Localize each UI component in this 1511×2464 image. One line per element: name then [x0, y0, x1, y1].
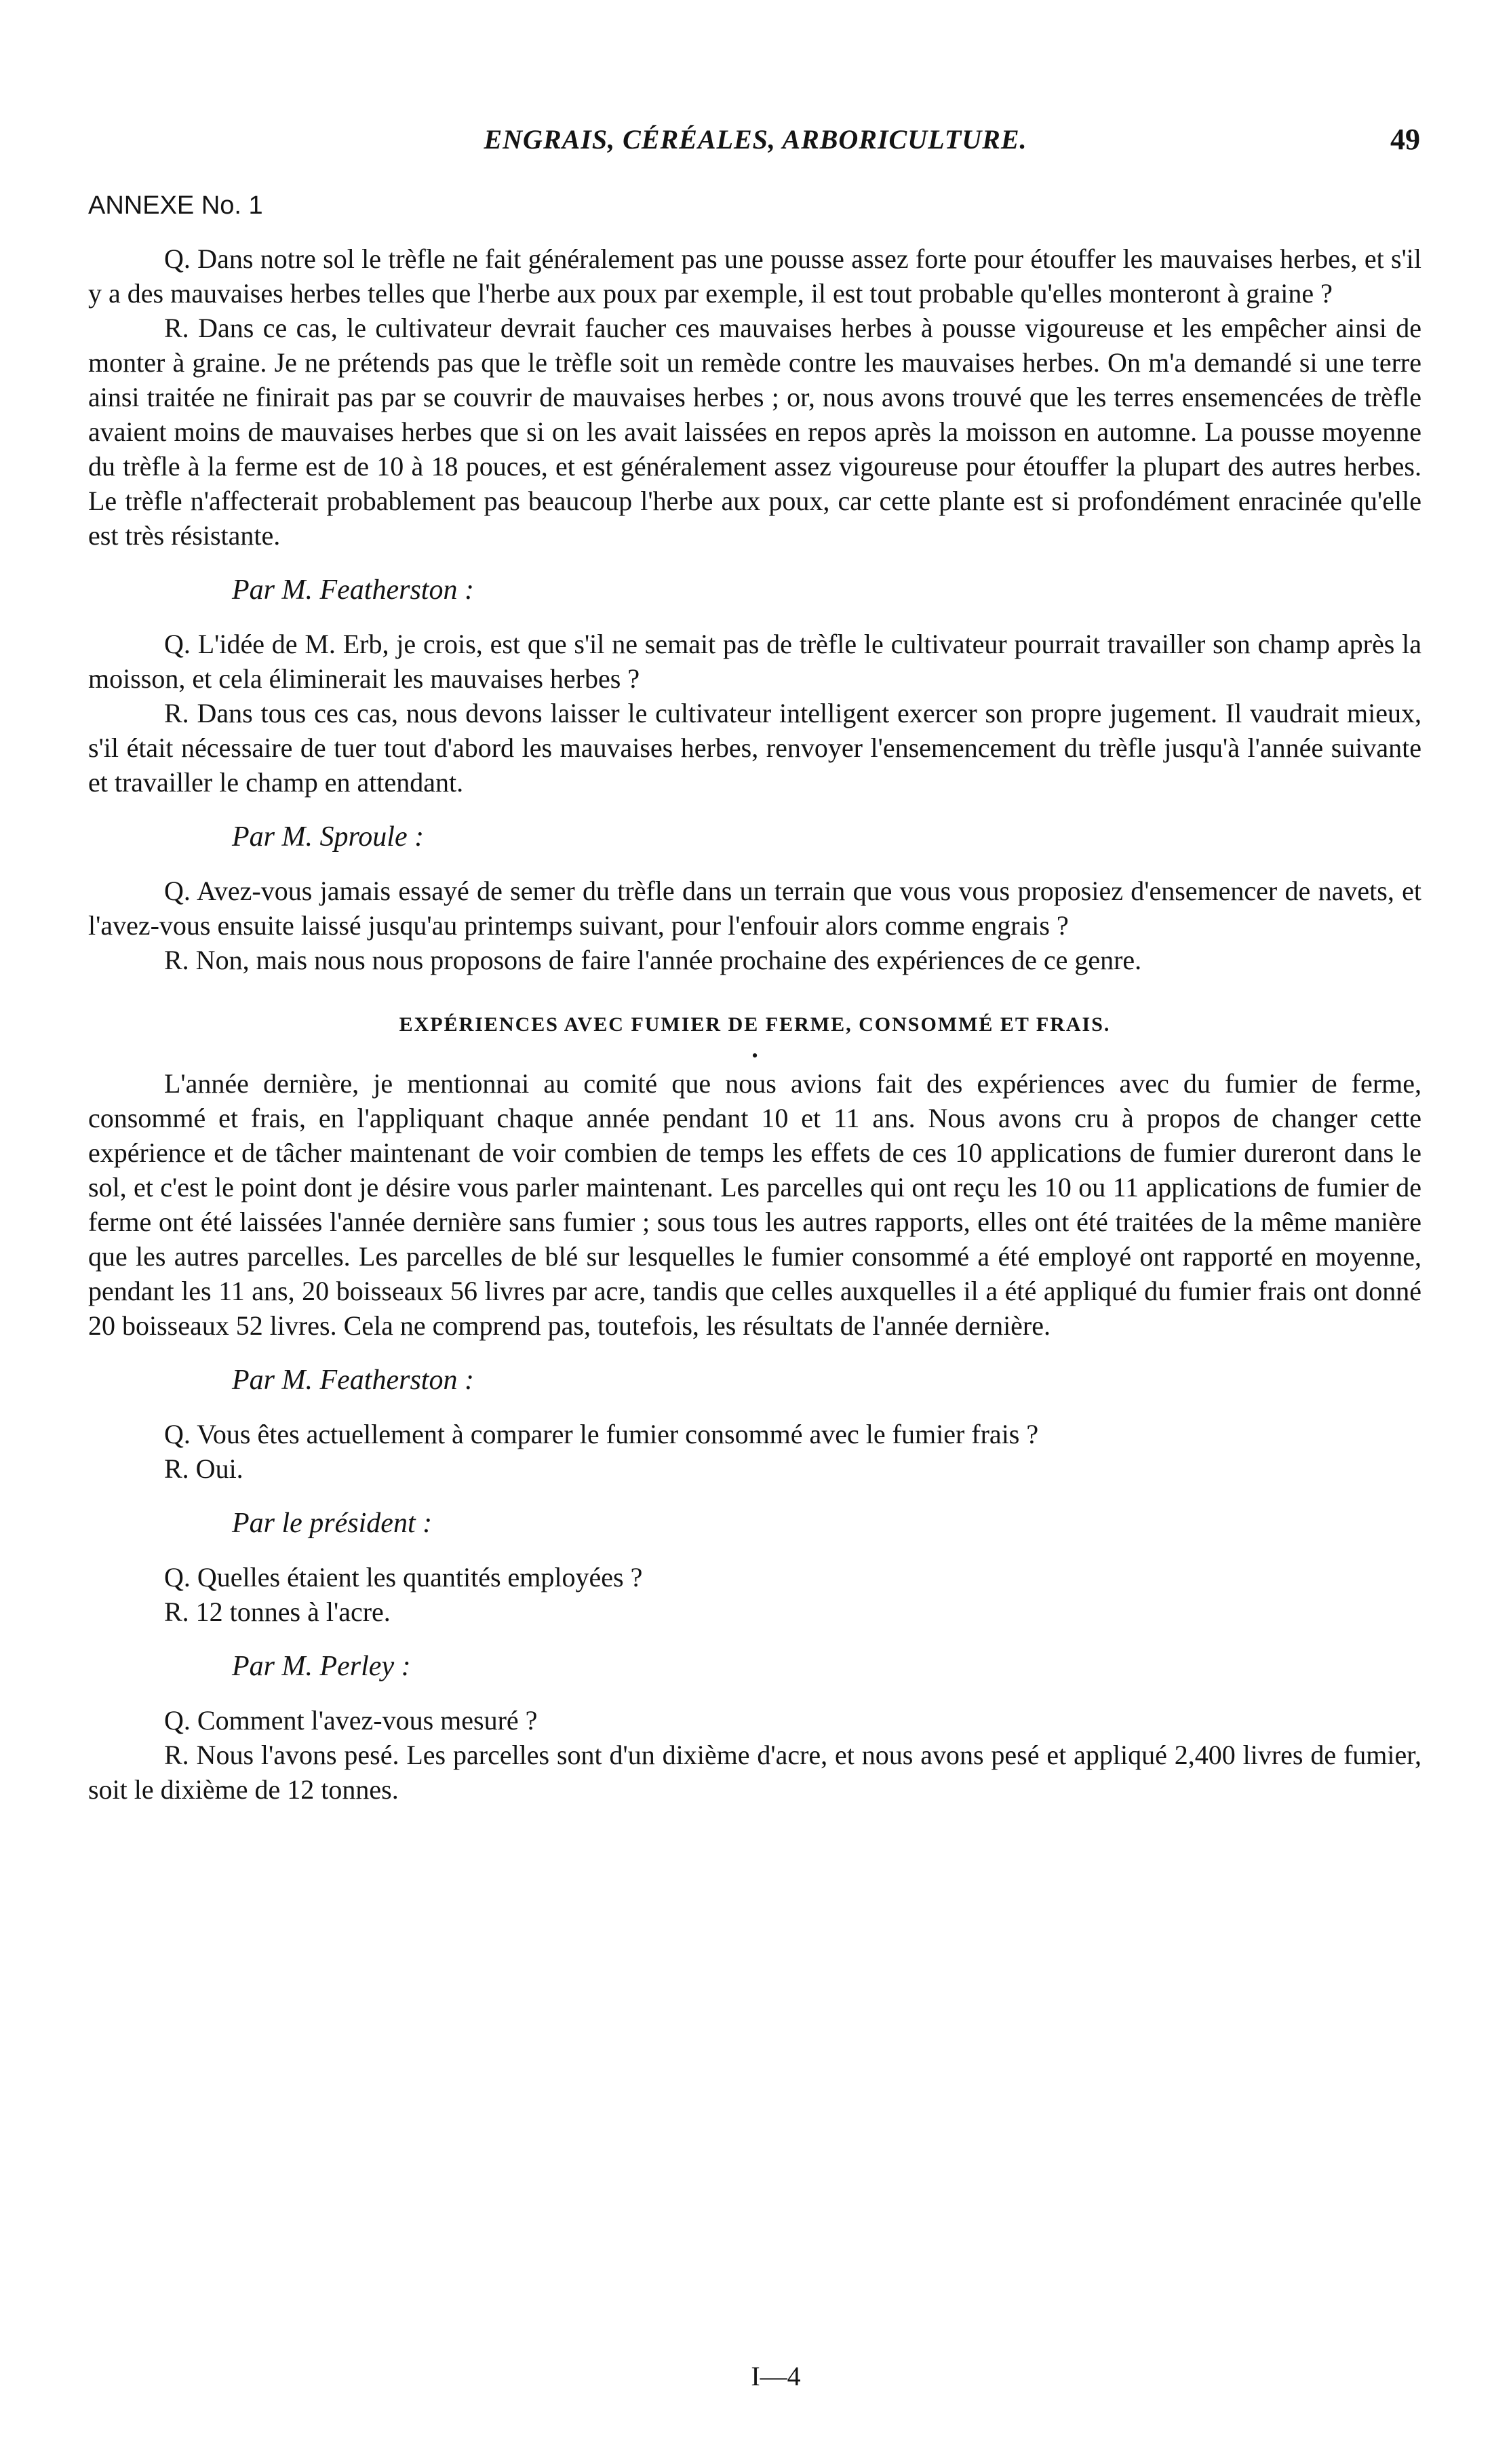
speaker-label: Par M. Perley :	[232, 1651, 411, 1682]
speaker-label: Par M. Featherston :	[232, 1365, 474, 1396]
paragraph: R. Nous l'avons pesé. Les parcelles sont d'un dixième d'acre, et nous avons pesé et appliqué 2,400 livres de fumier, soit le dixième de 12 tonnes.	[88, 1740, 1421, 1805]
paragraph: L'année dernière, je mentionnai au comité que nous avions fait des expériences avec du fumier de ferme, consommé et frais, en l'appliquant chaque année pendant 10 et 11 ans. Nous avons cru à propos de changer cette expérience et de tâcher maintenant de voir combien de temps les effets de ces 10 applications de fumier dureront dans le sol, et c'est le point dont je désire vous parler maintenant. Les parcelles qui ont reçu les 10 ou 11 applications de fumier de ferme ont été laissées l'année dernière sans fumier ; sous tous les autres rapports, elles ont été traitées de la même manière que les autres parcelles. Les parcelles de blé sur lesquelles le fumier consommé a été employé ont rapporté en moyenne, pendant les 11 ans, 20 boisseaux 56 livres par acre, tandis que celles auxquelles il a été appliqué du fumier frais ont donné 20 boisseaux 52 livres. Cela ne comprend pas, toutefois, les résultats de l'année dernière.	[88, 1068, 1421, 1341]
speaker-label: Par M. Sproule :	[232, 821, 425, 853]
speaker-label: Par le président :	[232, 1508, 433, 1539]
paragraph: Q. Comment l'avez-vous mesuré ?	[164, 1705, 538, 1736]
paragraph: R. Oui.	[164, 1453, 243, 1484]
section-heading: EXPÉRIENCES AVEC FUMIER DE FERME, CONSOMMÉ ET FRAIS.	[399, 1013, 1111, 1036]
paragraph: Q. Avez-vous jamais essayé de semer du trèfle dans un terrain que vous vous proposiez d'ensemencer de navets, et l'avez-vous ensuite laissé jusqu'au printemps suivant, pour l'enfouir alors comme engrais ?	[88, 876, 1421, 941]
paragraph: Q. L'idée de M. Erb, je crois, est que s'il ne semait pas de trèfle le cultivateur pourrait travailler son champ après la moisson, et cela éliminerait les mauvaises herbes ?	[88, 629, 1421, 694]
annex-label: ANNEXE No. 1	[88, 191, 263, 220]
paragraph: R. Dans ce cas, le cultivateur devrait faucher ces mauvaises herbes à pousse vigoureuse et les empêcher ainsi de monter à graine. Je ne prétends pas que le trèfle soit un remède contre les mauvaises herbes. On m'a demandé si une terre ainsi traitée ne finirait pas par se couvrir de mauvaises herbes ; or, nous avons trouvé que les terres ensemencées de trèfle avaient moins de mauvaises herbes que si on les avait laissées en repos après la moisson en automne. La pousse moyenne du trèfle à la ferme est de 10 à 18 pouces, et est généralement assez vigoureuse pour étouffer la plupart des autres herbes. Le trèfle n'affecterait probablement pas beaucoup l'herbe aux poux, car cette plante est si profondément enracinée qu'elle est très résistante.	[88, 313, 1421, 551]
document-body	[88, 241, 1421, 1807]
paragraph: Q. Vous êtes actuellement à comparer le fumier consommé avec le fumier frais ?	[164, 1419, 1039, 1449]
running-title: ENGRAIS, CÉRÉALES, ARBORICULTURE.	[484, 124, 1027, 155]
printer-signature: I—4	[751, 2361, 801, 2391]
paragraph: Q. Quelles étaient les quantités employées ?	[164, 1562, 643, 1592]
speaker-label: Par M. Featherston :	[232, 574, 474, 606]
paragraph: R. Non, mais nous nous proposons de faire l'année prochaine des expériences de ce genre.	[164, 945, 1142, 975]
heading-ornament-dot: •	[751, 1046, 758, 1065]
paragraph: R. Dans tous ces cas, nous devons laisser le cultivateur intelligent exercer son propre jugement. Il vaudrait mieux, s'il était nécessaire de tuer tout d'abord les mauvaises herbes, renvoyer l'ensemencement du trèfle jusqu'à l'année suivante et travailler le champ en attendant.	[88, 698, 1421, 798]
paragraph: Q. Dans notre sol le trèfle ne fait généralement pas une pousse assez forte pour étouffer les mauvaises herbes, et s'il y a des mauvaises herbes telles que l'herbe aux poux par exemple, il est tout probable qu'elles monteront à graine ?	[88, 243, 1421, 309]
page-number: 49	[1390, 123, 1420, 156]
paragraph: R. 12 tonnes à l'acre.	[164, 1597, 391, 1627]
